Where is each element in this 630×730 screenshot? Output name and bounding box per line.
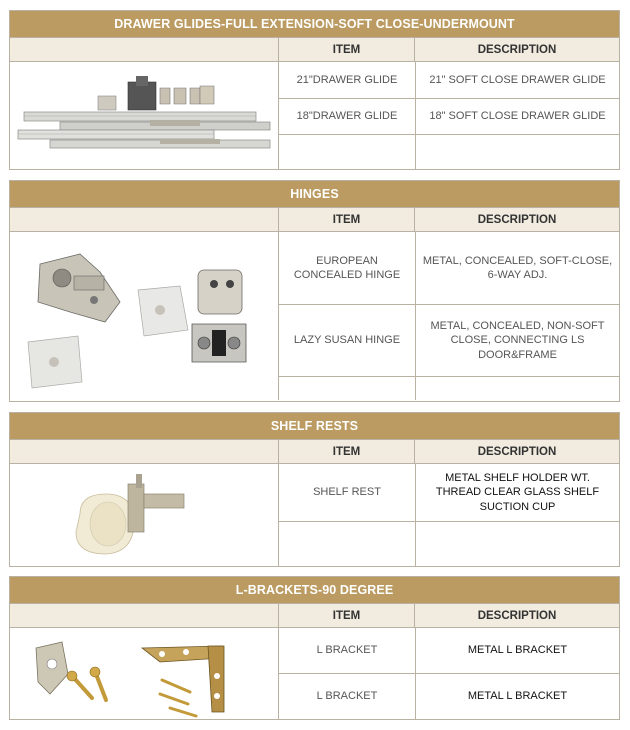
table-row: [278, 376, 619, 400]
rows: [278, 627, 619, 719]
section-hinges: [9, 180, 620, 402]
section-shelf-rests: [9, 412, 620, 567]
table-row: [278, 98, 619, 134]
header-item: ITEM: [278, 207, 414, 231]
header-image-blank: [10, 37, 278, 61]
table-row: [278, 304, 619, 376]
item-cell: [279, 522, 415, 566]
item-cell: [279, 377, 415, 400]
item-cell: 21"DRAWER GLIDE: [296, 73, 398, 86]
header-description: DESCRIPTION: [414, 37, 619, 61]
drawer-glide-image: [10, 61, 278, 168]
table-row: [278, 521, 619, 566]
description-cell: 18" SOFT CLOSE DRAWER GLIDE: [415, 99, 619, 134]
section-title: HINGES: [10, 181, 619, 207]
description-cell: [415, 377, 619, 400]
header-image-blank: [10, 439, 278, 463]
header-item: ITEM: [278, 37, 414, 61]
header-description: DESCRIPTION: [414, 207, 619, 231]
description-cell: [415, 135, 619, 169]
section-title: L-BRACKETS-90 DEGREE: [10, 577, 619, 603]
item-cell: [279, 135, 415, 169]
description-cell: METAL L BRACKET: [415, 628, 619, 673]
description-cell: METAL, CONCEALED, NON-SOFT CLOSE, CONNECTING LS DOOR&FRAME: [415, 305, 619, 376]
table-row: [278, 62, 619, 98]
rows: [278, 463, 619, 566]
section-drawer-glides: [9, 10, 620, 170]
section-l-brackets: [9, 576, 620, 720]
description-cell: [415, 522, 619, 566]
header-image-blank: [10, 207, 278, 231]
item-cell: L BRACKET: [316, 644, 378, 657]
table-row: [278, 232, 619, 304]
rows: [278, 61, 619, 169]
section-title: DRAWER GLIDES-FULL EXTENSION-SOFT CLOSE-UNDERMOUNT: [10, 11, 619, 37]
item-cell: EUROPEAN CONCEALED HINGE: [293, 254, 401, 281]
description-cell: METAL L BRACKET: [415, 674, 619, 719]
table-row: [278, 673, 619, 719]
header-description: DESCRIPTION: [414, 603, 619, 627]
header-item: ITEM: [278, 439, 414, 463]
rows: [278, 231, 619, 401]
description-cell: METAL, CONCEALED, SOFT-CLOSE, 6-WAY ADJ.: [415, 232, 619, 304]
table-row: [278, 464, 619, 521]
description-cell: 21" SOFT CLOSE DRAWER GLIDE: [415, 62, 619, 98]
item-cell: 18"DRAWER GLIDE: [296, 110, 398, 123]
shelf-rest-image: [10, 463, 278, 566]
table-row: [278, 134, 619, 169]
item-cell: SHELF REST: [313, 486, 381, 499]
l-bracket-image: [10, 627, 278, 719]
item-cell: L BRACKET: [316, 690, 378, 703]
header-image-blank: [10, 603, 278, 627]
section-title: SHELF RESTS: [10, 413, 619, 439]
header-description: DESCRIPTION: [414, 439, 619, 463]
header-item: ITEM: [278, 603, 414, 627]
hinge-image: [10, 231, 278, 401]
description-cell: METAL SHELF HOLDER WT. THREAD CLEAR GLASS SHELF SUCTION CUP: [415, 464, 619, 521]
table-row: [278, 628, 619, 673]
item-cell: LAZY SUSAN HINGE: [293, 334, 401, 347]
